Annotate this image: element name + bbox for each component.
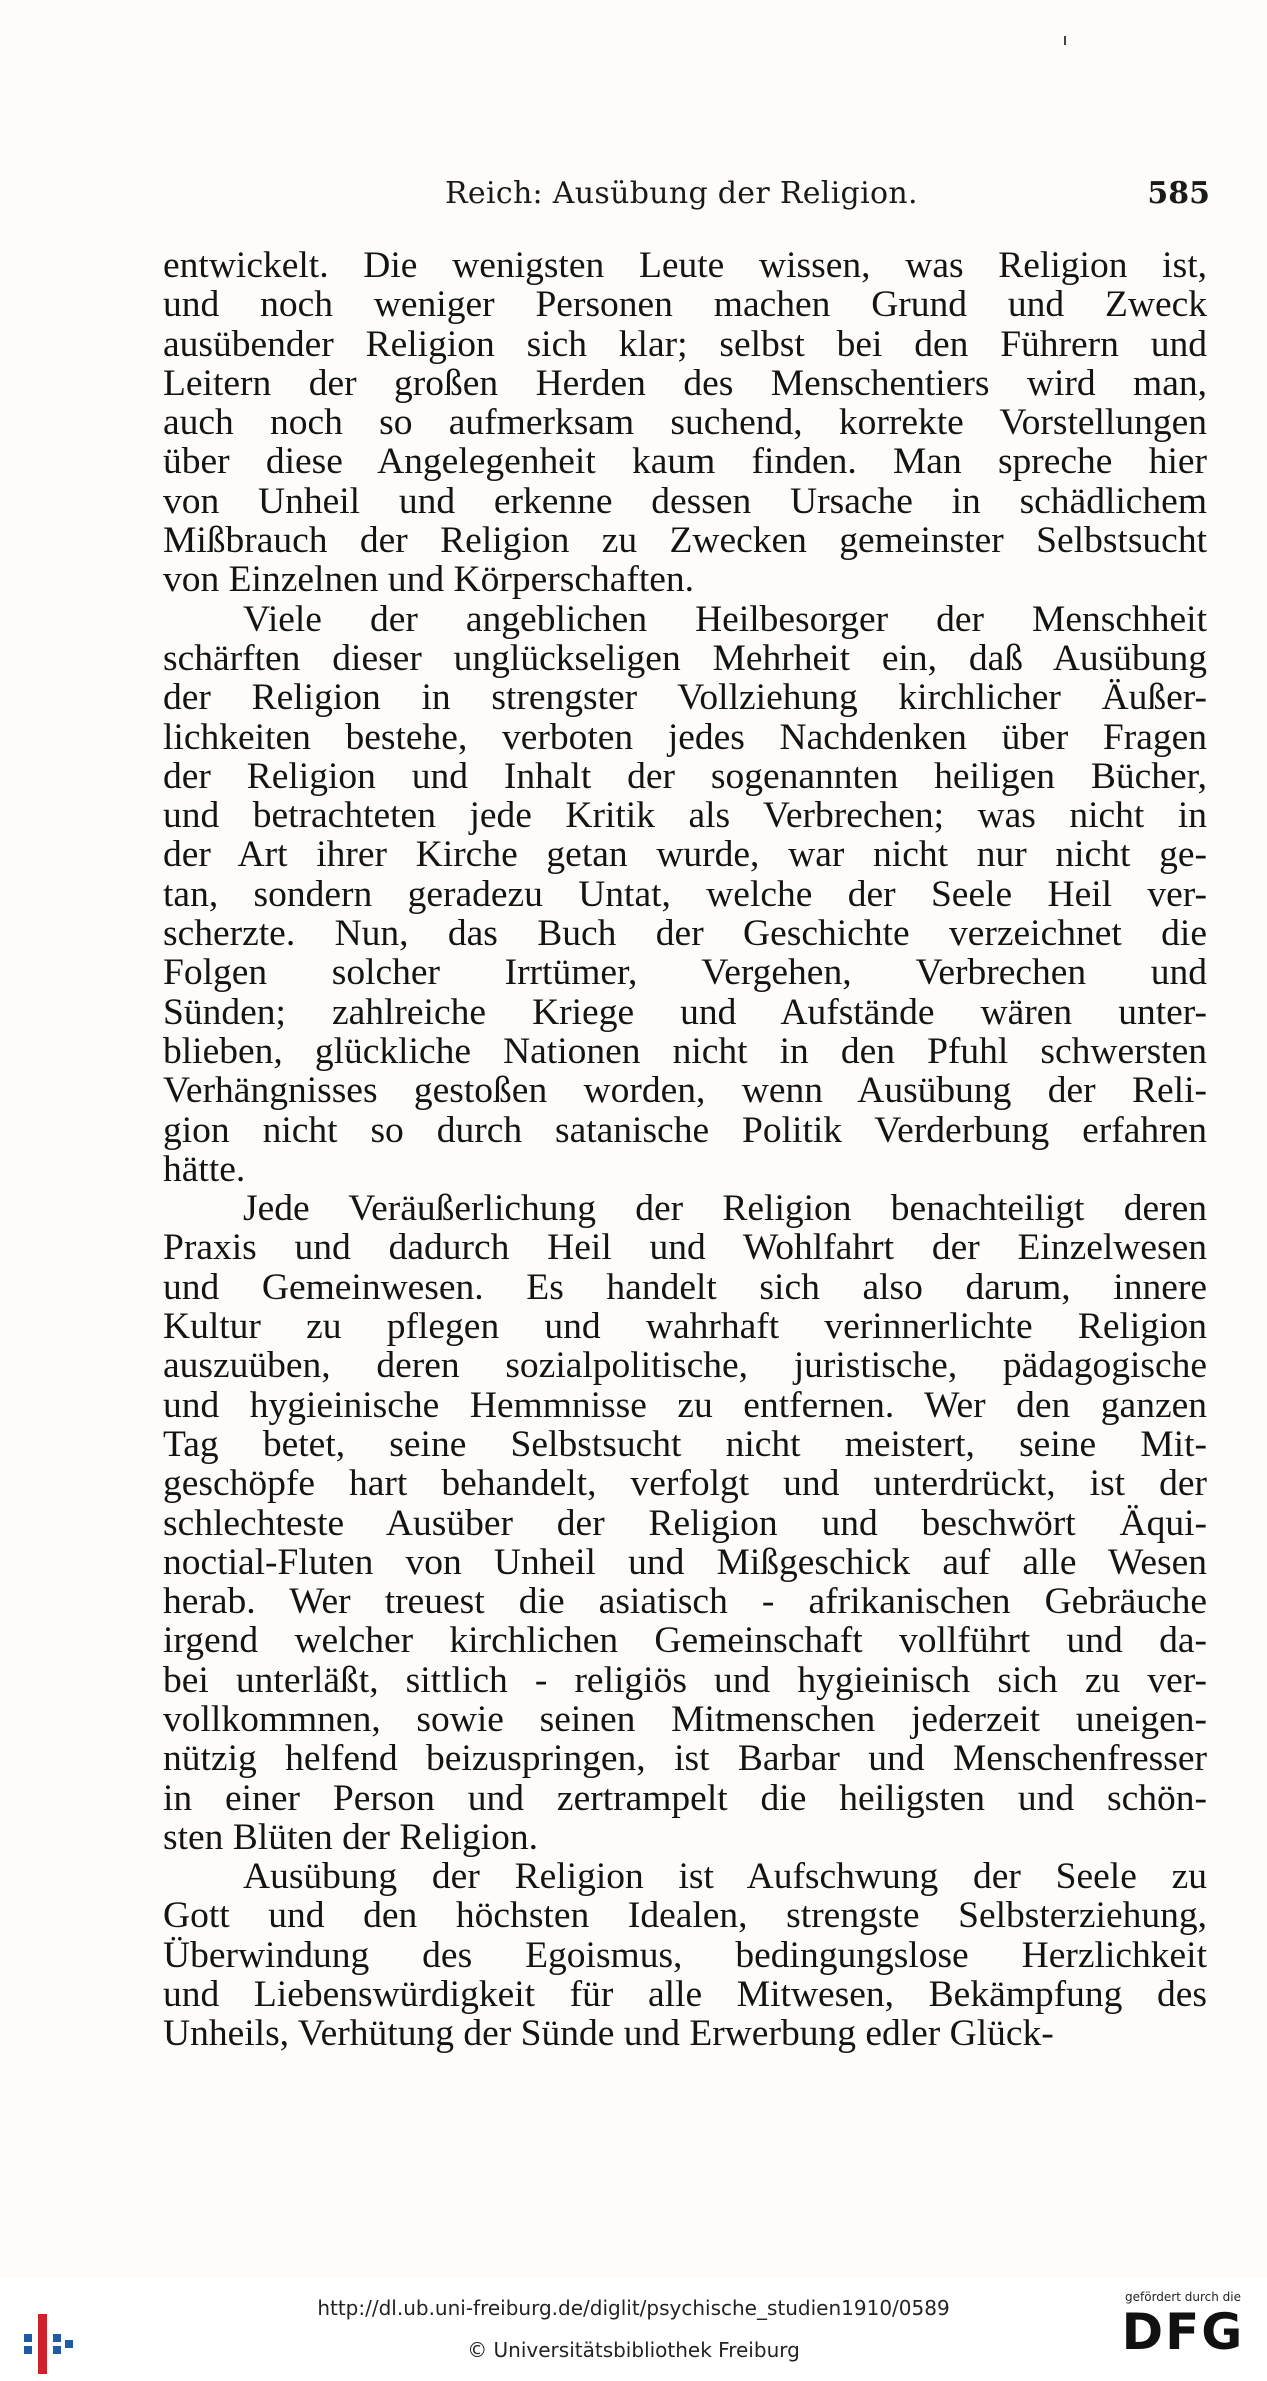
text-line: gion nicht so durch satanische Politik Verderbung erfahren [163,1109,1207,1151]
text-line: Sünden; zahlreiche Kriege und Aufstände wären unter- [163,991,1207,1033]
copyright-notice: © Universitätsbibliothek Freiburg [467,2338,800,2362]
text-line: scherzte. Nun, das Buch der Geschichte verzeichnet die [163,913,1207,955]
permalink-url[interactable]: http://dl.ub.uni-freiburg.de/diglit/psychische_studien1910/0589 [317,2296,950,2320]
text-line: Praxis und dadurch Heil und Wohlfahrt der Einzelwesen [163,1227,1207,1269]
page-number: 585 [1147,176,1210,211]
text-line: tan, sondern geradezu Untat, welche der Seele Heil ver- [163,873,1207,915]
text-line: Unheils, Verhütung der Sünde und Erwerbung edler Glück- [163,2013,1054,2055]
text-line: entwickelt. Die wenigsten Leute wissen, was Religion ist, [163,245,1207,286]
text-line: Kultur zu pflegen und wahrhaft verinnerlichte Religion [163,1306,1207,1348]
text-line: Überwindung des Egoismus, bedingungslose Herzlichkeit [163,1934,1207,1976]
viewer-footer [0,2278,1267,2381]
dfg-caption: gefördert durch die [1125,2290,1241,2304]
text-line: Ausübung der Religion ist Aufschwung der Seele zu [243,1856,1207,1898]
text-line: von Einzelnen und Körperschaften. [163,559,695,601]
text-line: Jede Veräußerlichung der Religion benachteiligt deren [243,1188,1207,1230]
text-line: über diese Angelegenheit kaum finden. Man spreche hier [163,441,1207,483]
text-line: geschöpfe hart behandelt, verfolgt und unterdrückt, ist der [163,1463,1207,1505]
text-line: herab. Wer treuest die asiatisch - afrikanischen Gebräuche [163,1581,1207,1623]
text-line: Tag betet, seine Selbstsucht nicht meistert, seine Mit- [163,1423,1207,1465]
text-line: und noch weniger Personen machen Grund und Zweck [163,284,1207,326]
running-header [160,176,1210,220]
text-line: Verhängnisses gestoßen worden, wenn Ausübung der Reli- [163,1070,1207,1112]
paragraph [163,246,1207,600]
text-line: hätte. [163,1148,246,1190]
text-line: Folgen solcher Irrtümer, Vergehen, Verbrechen und [163,952,1207,994]
text-line: sten Blüten der Religion. [163,1816,538,1858]
text-line: nützig helfend beizuspringen, ist Barbar und Menschenfresser [163,1738,1207,1780]
text-line: Viele der angeblichen Heilbesorger der Menschheit [243,598,1207,640]
text-line: irgend welcher kirchlichen Gemeinschaft vollführt und da- [163,1620,1207,1662]
text-line: auszuüben, deren sozialpolitische, juristische, pädagogische [163,1345,1207,1387]
text-line: ausübender Religion sich klar; selbst bei den Führern und [163,323,1207,365]
paragraph [163,1189,1207,1857]
text-line: bei unterläßt, sittlich - religiös und hygieinisch sich zu ver- [163,1659,1207,1701]
text-line: auch noch so aufmerksam suchend, korrekte Vorstellungen [163,402,1207,444]
body-text [163,246,1207,2054]
text-line: Leitern der großen Herden des Menschentiers wird man, [163,362,1207,404]
paragraph [163,600,1207,1189]
text-line: und Gemeinwesen. Es handelt sich also darum, innere [163,1266,1207,1308]
text-line: Mißbrauch der Religion zu Zwecken gemeinster Selbstsucht [163,520,1207,562]
text-line: und betrachteten jede Kritik als Verbrechen; was nicht in [163,795,1207,837]
text-line: Gott und den höchsten Idealen, strengste Selbsterziehung, [163,1895,1207,1937]
text-line: lichkeiten bestehe, verboten jedes Nachdenken über Fragen [163,716,1207,758]
text-line: der Religion in strengster Vollziehung kirchlicher Äußer- [163,677,1207,719]
text-line: schärften dieser unglückseligen Mehrheit ein, daß Ausübung [163,637,1207,679]
paragraph [163,1857,1207,2053]
text-line: von Unheil und erkenne dessen Ursache in schädlichem [163,480,1207,522]
text-line: vollkommnen, sowie seinen Mitmenschen jederzeit uneigen- [163,1698,1207,1740]
scan-mark [1064,36,1066,45]
text-line: in einer Person und zertrampelt die heiligsten und schön- [163,1777,1207,1819]
text-line: noctial-Fluten von Unheil und Mißgeschick auf alle Wesen [163,1541,1207,1583]
dfg-logo[interactable] [1113,2290,1253,2376]
dfg-wordmark: DFG [1121,2303,1245,2361]
text-line: und Liebenswürdigkeit für alle Mitwesen, Bekämpfung des [163,1974,1207,2016]
text-line: schlechteste Ausüber der Religion und beschwört Äqui- [163,1502,1207,1544]
text-line: blieben, glückliche Nationen nicht in den Pfuhl schwersten [163,1030,1207,1072]
text-line: und hygieinische Hemmnisse zu entfernen. Wer den ganzen [163,1384,1207,1426]
text-line: der Religion und Inhalt der sogenannten heiligen Bücher, [163,755,1207,797]
text-line: der Art ihrer Kirche getan wurde, war nicht nur nicht ge- [163,834,1207,876]
running-title: Reich: Ausübung der Religion. [445,176,918,211]
